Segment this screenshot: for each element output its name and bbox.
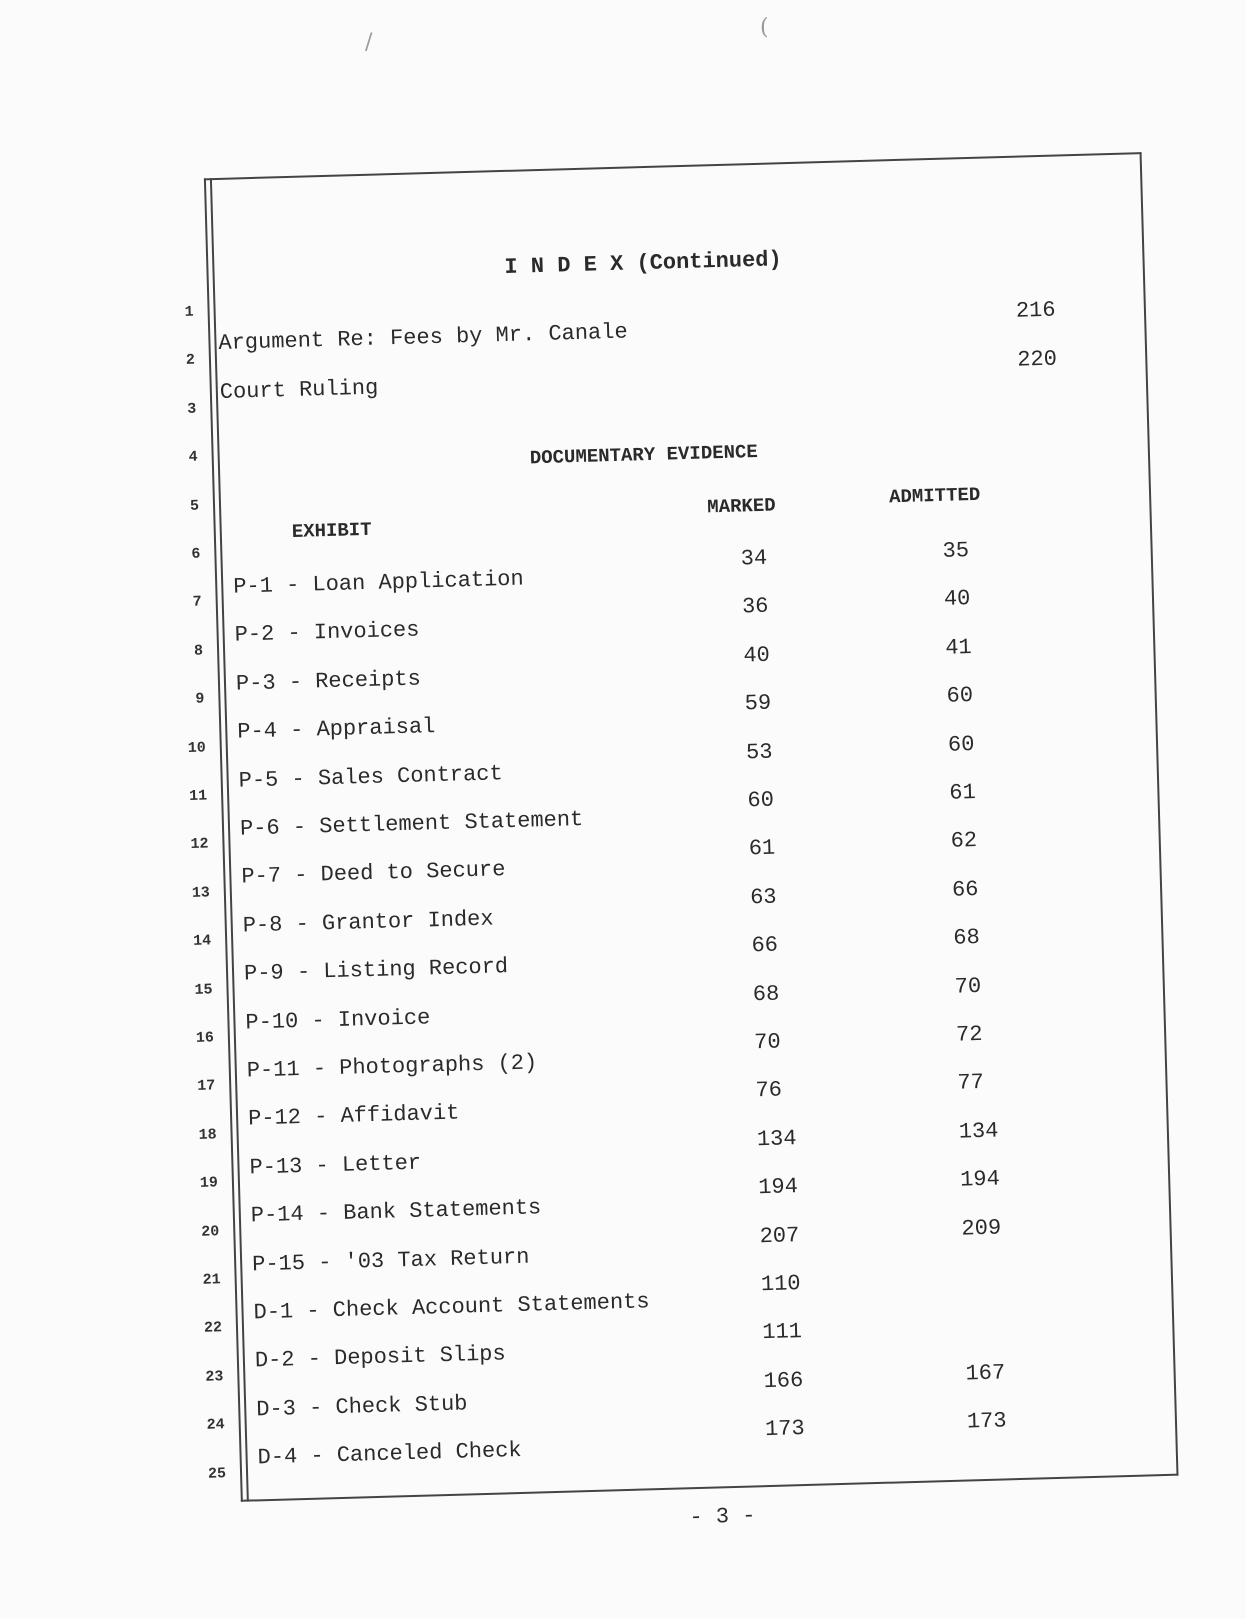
section-heading: DOCUMENTARY EVIDENCE — [529, 440, 759, 470]
exhibit-label: P-10 - Invoice — [245, 1004, 431, 1036]
admitted-page: 209 — [961, 1215, 1002, 1242]
admitted-page: 167 — [965, 1360, 1006, 1387]
line-number: 8 — [193, 642, 204, 660]
admitted-page: 70 — [954, 973, 982, 1000]
marked-page: 53 — [745, 739, 773, 765]
index-title: I N D E X (Continued) — [504, 247, 782, 280]
exhibit-label: D-1 - Check Account Statements — [253, 1289, 650, 1326]
line-number: 17 — [197, 1077, 216, 1096]
index-entry-label: Court Ruling — [219, 375, 379, 405]
exhibit-label: P-15 - '03 Tax Return — [251, 1244, 530, 1277]
exhibit-label: D-3 - Check Stub — [255, 1391, 468, 1423]
line-number: 19 — [199, 1174, 219, 1193]
scan-mark: / — [365, 30, 373, 55]
marked-page: 36 — [741, 594, 769, 620]
exhibit-label: D-2 - Deposit Slips — [254, 1341, 507, 1374]
marked-page: 173 — [764, 1416, 805, 1443]
exhibit-label: P-12 - Affidavit — [247, 1100, 460, 1132]
line-number: 25 — [207, 1464, 227, 1483]
marked-page: 40 — [743, 642, 771, 669]
admitted-page: 35 — [942, 538, 970, 564]
admitted-page: 134 — [958, 1118, 999, 1145]
line-number: 7 — [192, 593, 202, 612]
marked-page: 70 — [753, 1029, 781, 1056]
admitted-page: 60 — [946, 683, 974, 709]
line-number: 1 — [184, 303, 194, 321]
page-number: - 3 - — [689, 1503, 756, 1531]
scan-mark: ( — [760, 15, 769, 40]
admitted-page: 68 — [953, 925, 981, 951]
exhibit-label: P-11 - Photographs (2) — [246, 1050, 538, 1084]
exhibit-label: P-7 - Deed to Secure — [241, 857, 506, 890]
line-number: 24 — [206, 1416, 225, 1434]
admitted-page: 60 — [947, 731, 975, 758]
marked-page: 59 — [744, 690, 772, 717]
line-number: 9 — [195, 690, 205, 708]
marked-page: 110 — [760, 1271, 801, 1298]
line-number: 12 — [190, 835, 209, 854]
line-number: 4 — [188, 448, 198, 467]
admitted-page: 194 — [959, 1166, 1001, 1193]
line-number: 5 — [189, 497, 200, 515]
marked-page: 166 — [763, 1367, 804, 1394]
line-number: 3 — [187, 400, 197, 418]
exhibit-label: P-6 - Settlement Statement — [239, 806, 584, 842]
exhibit-label: P-1 - Loan Application — [232, 566, 525, 600]
line-number: 21 — [202, 1271, 221, 1289]
line-number: 23 — [205, 1368, 224, 1386]
admitted-page: 61 — [949, 780, 977, 806]
column-header-marked: MARKED — [706, 494, 776, 519]
line-number: 15 — [194, 980, 213, 999]
line-number: 16 — [195, 1029, 215, 1047]
line-number: 10 — [187, 739, 207, 757]
marked-page: 60 — [747, 787, 775, 814]
index-entry-page: 216 — [1015, 297, 1056, 324]
marked-page: 61 — [748, 836, 776, 862]
marked-page: 111 — [762, 1319, 803, 1346]
exhibit-label: P-4 - Appraisal — [237, 714, 436, 745]
line-number: 18 — [198, 1126, 217, 1144]
index-entry-page: 220 — [1016, 346, 1058, 373]
line-number: 14 — [192, 932, 212, 951]
marked-page: 76 — [755, 1077, 783, 1104]
marked-page: 34 — [740, 545, 768, 572]
line-number: 11 — [188, 787, 208, 805]
admitted-page: 40 — [943, 586, 971, 613]
exhibit-label: P-3 - Receipts — [235, 666, 422, 697]
marked-page: 63 — [749, 884, 777, 911]
exhibit-label: P-2 - Invoices — [234, 617, 420, 649]
marked-page: 68 — [752, 981, 780, 1007]
line-number: 2 — [185, 352, 196, 370]
line-number: 13 — [191, 884, 211, 902]
admitted-page: 62 — [950, 828, 978, 855]
line-number: 22 — [203, 1319, 223, 1338]
column-header-admitted: ADMITTED — [888, 483, 981, 509]
line-number: 20 — [201, 1222, 220, 1241]
exhibit-label: P-5 - Sales Contract — [238, 760, 504, 794]
index-entry-label: Argument Re: Fees by Mr. Canale — [218, 319, 628, 356]
exhibit-label: P-14 - Bank Statements — [250, 1195, 542, 1229]
marked-page: 134 — [756, 1125, 797, 1153]
exhibit-label: P-8 - Grantor Index — [242, 906, 494, 939]
marked-page: 194 — [757, 1174, 799, 1201]
column-header-exhibit: EXHIBIT — [291, 518, 372, 544]
admitted-page: 72 — [955, 1021, 983, 1048]
admitted-page: 41 — [944, 634, 973, 661]
line-number: 6 — [191, 545, 201, 563]
admitted-page: 173 — [966, 1408, 1007, 1435]
marked-page: 207 — [759, 1222, 800, 1249]
exhibit-label: P-13 - Letter — [249, 1150, 422, 1181]
admitted-page: 66 — [951, 876, 979, 903]
marked-page: 66 — [751, 932, 779, 959]
exhibit-label: P-9 - Listing Record — [243, 954, 509, 987]
exhibit-label: D-4 - Canceled Check — [257, 1438, 522, 1471]
admitted-page: 77 — [957, 1070, 985, 1097]
